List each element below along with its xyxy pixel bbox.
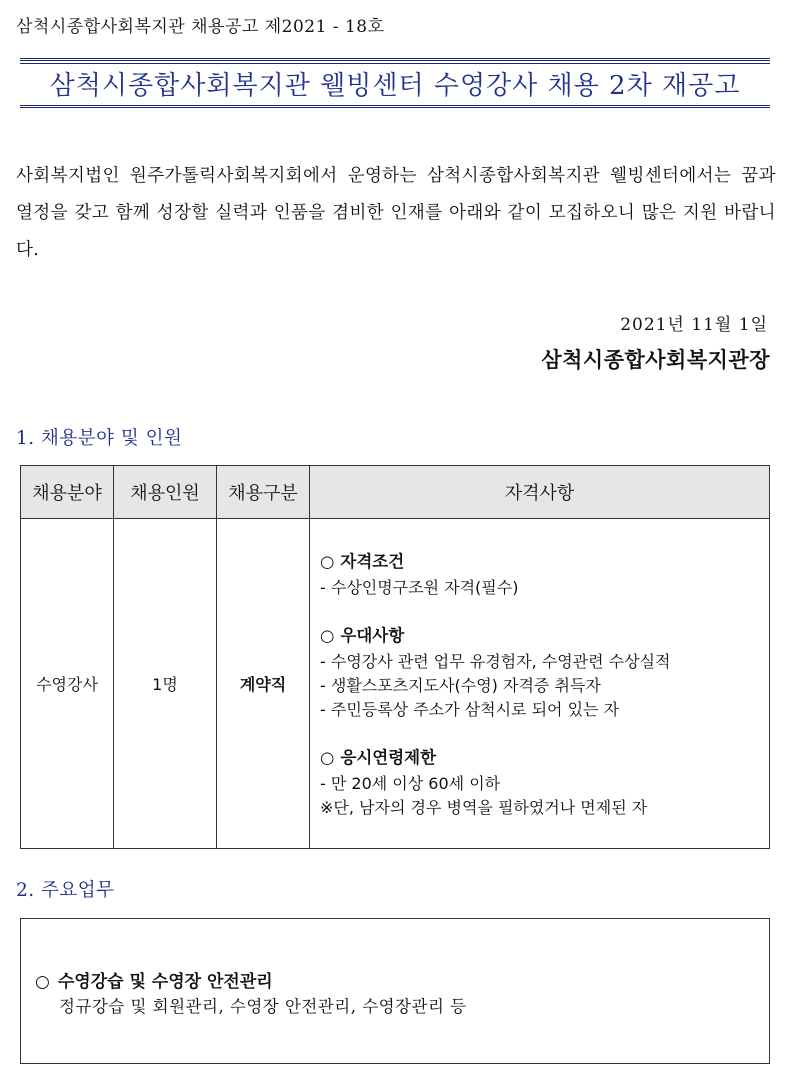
header-type: 채용구분 bbox=[217, 466, 310, 519]
header-count: 채용인원 bbox=[114, 466, 217, 519]
qualification-heading: 응시연령제한 bbox=[340, 747, 437, 767]
cell-field: 수영강사 bbox=[21, 519, 114, 849]
header-qualifications: 자격사항 bbox=[310, 466, 770, 519]
circle-bullet-icon: ○ bbox=[35, 972, 50, 992]
qualification-heading: 자격조건 bbox=[340, 551, 405, 571]
qualification-group-age-limit bbox=[320, 744, 759, 820]
circle-bullet-icon: ○ bbox=[320, 625, 335, 645]
page-title: 삼척시종합사회복지관 웰빙센터 수영강사 채용 2차 재공고 bbox=[49, 71, 741, 101]
qualification-line: - 만 20세 이상 60세 이하 bbox=[320, 773, 501, 793]
notice-number: 삼척시종합사회복지관 채용공고 제2021 - 18호 bbox=[16, 17, 385, 37]
qualification-line: - 수상인명구조원 자격(필수) bbox=[320, 577, 519, 597]
notice-date: 2021년 11월 1일 bbox=[620, 315, 768, 335]
qualification-line: - 생활스포츠지도사(수영) 자격증 취득자 bbox=[320, 675, 601, 695]
section-title-recruitment: 1. 채용분야 및 인원 bbox=[16, 428, 183, 449]
cell-type: 계약직 bbox=[217, 519, 310, 849]
intro-paragraph: 사회복지법인 원주가톨릭사회복지회에서 운영하는 삼척시종합사회복지관 웰빙센터에서는 꿈과 열정을 갖고 함께 성장할 실력과 인품을 겸비한 인재를 아래와 같이 모집하오니 많은 지원 바랍니다. bbox=[16, 166, 776, 260]
qualification-group-preferences bbox=[320, 622, 759, 722]
section-title-duties: 2. 주요업무 bbox=[16, 880, 115, 901]
qualification-line: - 주민등록상 주소가 삼척시로 되어 있는 자 bbox=[320, 699, 620, 719]
circle-bullet-icon: ○ bbox=[320, 747, 335, 767]
qualification-line: ※단, 남자의 경우 병역을 필하였거나 면제된 자 bbox=[320, 797, 648, 817]
recruitment-table bbox=[20, 465, 770, 849]
circle-bullet-icon: ○ bbox=[320, 551, 335, 571]
duty-heading: 수영강습 및 수영장 안전관리 bbox=[57, 972, 273, 992]
cell-count: 1명 bbox=[114, 519, 217, 849]
header-field: 채용분야 bbox=[21, 466, 114, 519]
table-row bbox=[21, 519, 770, 849]
duties-box bbox=[20, 918, 770, 1064]
qualification-heading: 우대사항 bbox=[340, 625, 405, 645]
title-banner bbox=[20, 58, 770, 108]
cell-qualifications bbox=[310, 519, 770, 849]
duty-description: 정규강습 및 회원관리, 수영장 안전관리, 수영장관리 등 bbox=[59, 997, 467, 1016]
table-header-row bbox=[21, 466, 770, 519]
qualification-line: - 수영강사 관련 업무 유경험자, 수영관련 수상실적 bbox=[320, 651, 671, 671]
organization-signature: 삼척시종합사회복지관장 bbox=[541, 347, 770, 372]
qualification-group-requirements bbox=[320, 548, 759, 600]
duty-heading-row bbox=[35, 967, 273, 992]
